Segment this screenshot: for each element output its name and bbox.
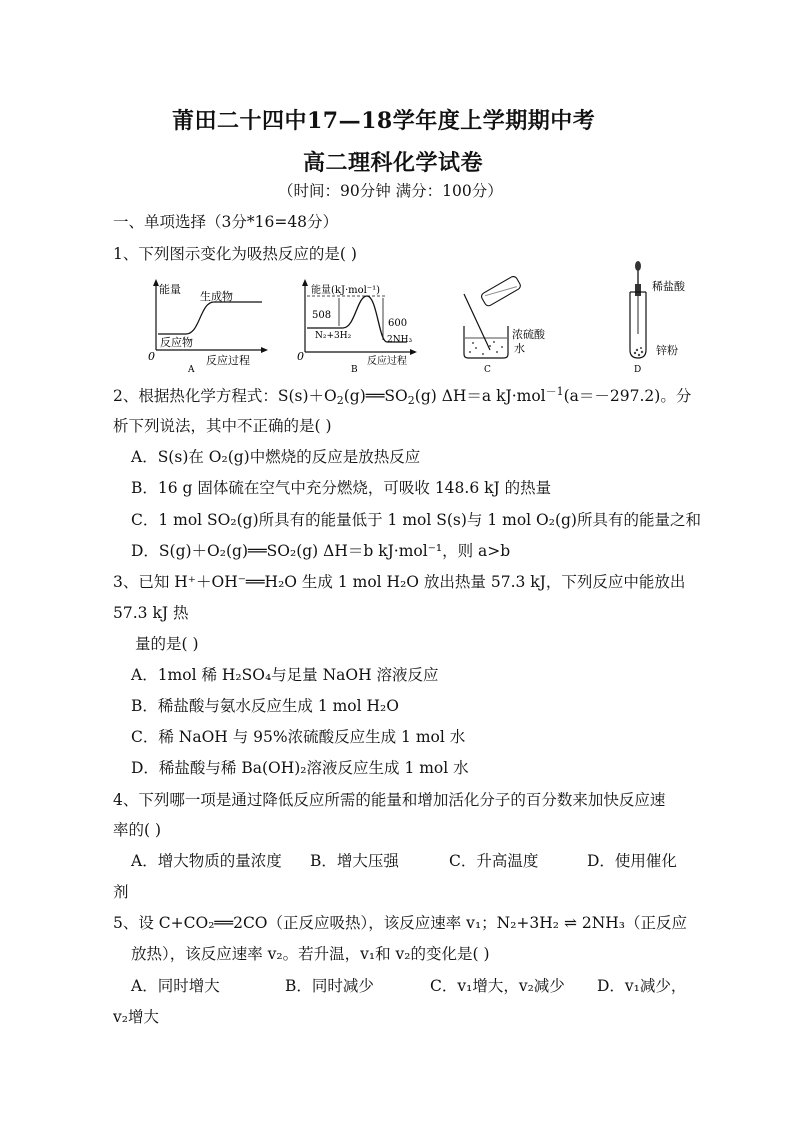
fig-a-xlabel: 反应过程	[206, 354, 250, 367]
exam-info: （时间：90分钟 满分：100分）	[278, 182, 503, 200]
q2-stem-line1: 2、根据热化学方程式：$S(s)+O_2(g)══SO_2(g)$ ΔH＝a kJ·mol$^{-1}$(a＝－297.2)。分	[113, 385, 692, 407]
q2-option-c: C．1 mol SO₂(g)所具有的能量低于 1 mol S(s)与 1 mol O₂(g)所具有的能量之和	[131, 511, 701, 529]
figure-b	[295, 276, 425, 376]
q5-option-d-cont: v₂增大	[113, 1008, 159, 1026]
fig-b-value-508: 508	[312, 310, 332, 321]
section-heading: 一、单项选择（3分*16=48分）	[113, 213, 339, 231]
page-title: 莆田二十四中17—18学年度上学期期中考	[172, 108, 596, 134]
q4-option-b: B．增大压强	[310, 852, 399, 870]
q5-option-d: D．v₁减少，	[597, 977, 687, 995]
q3-option-d: D．稀盐酸与稀 Ba(OH)₂溶液反应生成 1 mol 水	[131, 759, 469, 777]
figure-d	[618, 258, 708, 376]
q2-l1c: (g) ΔH＝a kJ·mol	[414, 387, 546, 405]
q3-option-b: B．稀盐酸与氨水反应生成 1 mol H₂O	[131, 697, 399, 715]
fig-a-ylabel: 能量	[159, 283, 181, 296]
q4-stem-line1: 4、下列哪一项是通过降低反应所需的能量和增加活化分子的百分数来加快反应速	[113, 791, 666, 809]
page-subtitle: 高二理科化学试卷	[303, 150, 484, 176]
fig-d-label-zinc: 锌粉	[656, 344, 678, 357]
q5-stem-line2: 放热），该反应速率 v₂。若升温，v₁和 v₂的变化是( )	[131, 945, 490, 963]
q4-option-d: D．使用催化	[587, 852, 677, 870]
fig-c-tag: C	[484, 365, 491, 372]
q5-option-c: C．v₁增大，v₂减少	[430, 977, 565, 995]
q2-l1b: (g)══SO	[343, 387, 408, 405]
q5-stem-line1: 5、设 C+CO₂══2CO（正反应吸热），该反应速率 v₁；N₂+3H₂ ⇌ 2NH₃（正反应	[113, 914, 688, 932]
fig-a-origin: 0	[148, 350, 155, 363]
q3-option-c: C．稀 NaOH 与 95%浓硫酸反应生成 1 mol 水	[131, 728, 466, 746]
q2-option-b: B．16 g 固体硫在空气中充分燃烧，可吸收 148.6 kJ 的热量	[131, 479, 552, 497]
q3-stem-line1: 3、已知 H⁺＋OH⁻══H₂O 生成 1 mol H₂O 放出热量 57.3 kJ，下列反应中能放出	[113, 573, 686, 591]
fig-c-label-acid: 浓硫酸	[512, 328, 545, 341]
fig-b-product: 2NH₃	[387, 335, 413, 345]
fig-a-reactant: 反应物	[160, 336, 193, 349]
q5-option-b: B．同时减少	[285, 977, 374, 995]
fig-b-tag: B	[351, 365, 358, 372]
q5-option-a: A．同时增大	[131, 977, 220, 995]
fig-a-tag: A	[188, 365, 195, 372]
q2-l1d: (a＝－297.2)。分	[563, 387, 692, 405]
q3-stem-line3: 量的是( )	[135, 635, 199, 653]
q2-option-d: D．S(g)＋O₂(g)══SO₂(g) ΔH＝b kJ·mol⁻¹，则 a>b	[131, 542, 511, 560]
figure-a	[144, 276, 274, 376]
fig-b-reactant: N₂+3H₂	[315, 331, 352, 341]
fig-b-value-600: 600	[388, 318, 408, 329]
q4-option-d-cont: 剂	[113, 883, 129, 901]
fig-d-label-acid: 稀盐酸	[652, 280, 685, 293]
q2-stem-line2: 析下列说法，其中不正确的是( )	[113, 417, 332, 435]
q4-option-c: C．升高温度	[449, 852, 539, 870]
q4-stem-line2: 率的( )	[113, 821, 162, 839]
q4-option-a: A．增大物质的量浓度	[131, 852, 282, 870]
q3-stem-line2: 57.3 kJ 热	[113, 604, 189, 622]
fig-b-origin: 0	[297, 350, 304, 363]
figure-c	[456, 276, 566, 376]
fig-b-ylabel: 能量(kJ·mol⁻¹)	[311, 285, 381, 296]
q2-l1a: 2、根据热化学方程式：S(s)＋O	[113, 387, 337, 405]
fig-b-xlabel: 反应过程	[367, 356, 407, 367]
q3-option-a: A．1mol 稀 H₂SO₄与足量 NaOH 溶液反应	[131, 666, 439, 684]
fig-d-tag: D	[634, 365, 642, 372]
fig-a-product: 生成物	[200, 290, 233, 303]
q2-option-a: A．S(s)在 O₂(g)中燃烧的反应是放热反应	[131, 448, 421, 466]
fig-c-label-water: 水	[514, 342, 525, 355]
q1-stem: 1、下列图示变化为吸热反应的是( )	[113, 245, 357, 263]
